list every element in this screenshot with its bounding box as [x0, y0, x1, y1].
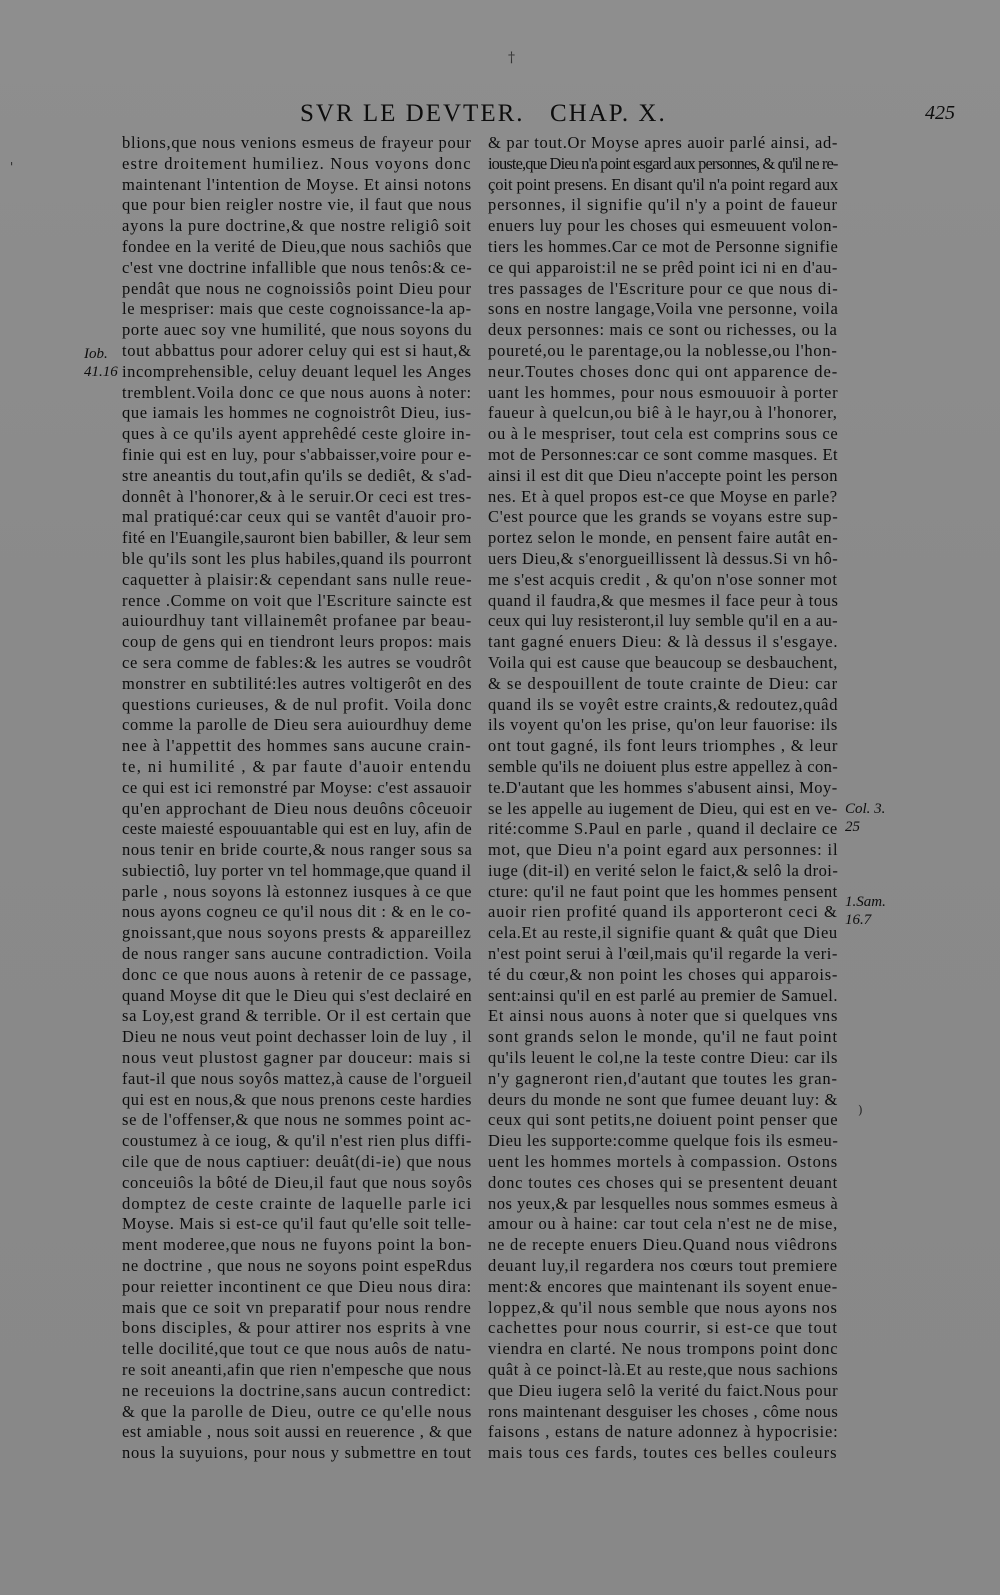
text-line: ou à le mespriser, tout cela est comprins sous ce	[488, 424, 838, 444]
text-line: Dieu les supporte:comme quelque fois ils esmeu-	[488, 1131, 838, 1151]
margin-note-sam-verse: 16.7	[845, 912, 872, 928]
text-line: faueur à quelcun,ou biê à le hayr,ou à l'honorer,	[488, 403, 838, 423]
text-line: & que la parolle de Dieu, outre ce qu'elle nous	[122, 1401, 472, 1421]
text-line: tiers les hommes.Car ce mot de Personne signifie	[488, 236, 838, 256]
text-line: que iamais les hommes ne cognoistrôt Dieu, ius-	[122, 403, 472, 423]
text-line: iuge (dit-il) en verité selon le faict,& selô la droi-	[488, 860, 838, 880]
text-line: auiourdhuy tant villainemêt profanee par beau-	[122, 611, 472, 631]
text-line: ne de recepte enuers Dieu.Quand nous viêdrons	[488, 1235, 838, 1255]
text-line: & se despouillent de toute crainte de Dieu: car	[488, 673, 838, 693]
text-line: semble qu'ils ne doiuent plus estre appellez à con-	[488, 756, 838, 776]
margin-note-col	[845, 800, 885, 836]
text-line: quand il faudra,& que mesmes il face peur à tous	[488, 590, 838, 610]
text-line: quand Moyse dit que le Dieu qui s'est declairé en	[122, 985, 472, 1005]
text-line: tremblent.Voila donc ce que nous auons à noter:	[122, 382, 472, 402]
running-head	[300, 100, 860, 130]
text-line: ment moderee,que nous ne fuyons point la bon-	[122, 1235, 472, 1255]
text-line: ayons la pure doctrine,& que nostre religiô soit	[122, 216, 472, 236]
text-line: ceux qui luy resisteront,il luy semble qu'il en a au-	[488, 611, 838, 631]
right-text-column	[488, 133, 838, 1464]
text-line: qui est en nous,& que nous prenons ceste hardies	[122, 1089, 472, 1109]
margin-note-job-verse: 41.16	[84, 364, 118, 380]
text-line: viendra en clarté. Ne nous trompons point donc	[488, 1339, 838, 1359]
text-line: rité:comme S.Paul en parle , quand il declaire ce	[488, 819, 838, 839]
ink-speck: )	[858, 1103, 863, 1117]
text-line: te.D'autant que les hommes s'abusent ainsi, Moy-	[488, 777, 838, 797]
text-line: & par tout.Or Moyse apres auoir parlé ainsi, ad-	[488, 133, 838, 152]
text-line: cela.Et au reste,il signifie quant & quât que Dieu	[488, 923, 838, 943]
text-line: ainsi il est dit que Dieu n'accepte point les person	[488, 465, 838, 485]
text-line: fondee en la verité de Dieu,que nous sachiôs que	[122, 236, 472, 256]
margin-note-sam	[845, 893, 886, 929]
text-line: ne doctrine , que nous ne soyons point espeRdus	[122, 1256, 472, 1276]
text-line: C'est pource que les grands se voyans estre sup-	[488, 507, 838, 527]
running-head-title: SVR LE DEVTER.	[300, 100, 525, 127]
text-line: me s'est acquis credit , & qu'on n'ose sonner mot	[488, 569, 838, 589]
text-line: uers Dieu,& s'enorgueillissent là dessus.Si vn hô-	[488, 548, 838, 568]
text-line: te, ni humilité , & par faute d'auoir entendu	[122, 756, 472, 776]
text-line: cture: qu'il ne faut point que les hommes pensent	[488, 881, 838, 901]
text-line: faisons , estans de nature adonnez à hypocrisie:	[488, 1422, 838, 1442]
text-line: bons disciples, & pour attirer nos esprits à vne	[122, 1318, 472, 1338]
text-line: se de l'offenser,& que nous ne sommes point ac-	[122, 1110, 472, 1130]
text-line: mais tous ces fards, toutes ces belles couleurs	[488, 1443, 838, 1463]
text-line: parle , nous soyons là estonnez iusques à ce que	[122, 881, 472, 901]
text-line: ce qui apparoist:il ne se prêd point ici ni en d'au-	[488, 257, 838, 277]
text-line: faut-il que nous soyôs mattez,à cause de l'orgueil	[122, 1068, 472, 1088]
text-line: mot de Personnes:car ce sont comme masques. Et	[488, 444, 838, 464]
text-line: enuers luy pour les choses qui esmeuuent volon-	[488, 216, 838, 236]
text-line: amour ou à haine: car tout cela n'est ne de mise,	[488, 1214, 838, 1234]
left-text-column	[122, 133, 472, 1464]
text-line: cachettes pour nous courrir, si est-ce que tout	[488, 1318, 838, 1338]
text-line: portez selon le monde, en pensent faire autât en-	[488, 528, 838, 548]
text-line: uant les hommes, pour nous esmouuoir à porter	[488, 382, 838, 402]
text-line: iouste,que Dieu n'a point esgard aux personnes, & qu'il ne re-	[488, 153, 838, 173]
text-line: n'y gagneront rien,d'autant que toutes les gran-	[488, 1068, 838, 1088]
text-line: sa Loy,est grand & terrible. Or il est certain que	[122, 1006, 472, 1026]
text-line: ne receuions la doctrine,sans aucun contredict:	[122, 1380, 472, 1400]
text-line: le mespriser: mais que ceste cognoissance-la ap-	[122, 299, 472, 319]
margin-note-job	[84, 345, 118, 381]
text-line: ques à ce qu'ils ayent apprehêdé ceste gloire in-	[122, 424, 472, 444]
text-line: mot, que Dieu n'a point egard aux personnes: il	[488, 840, 838, 860]
text-line: que pour bien reigler nostre vie, il faut que nous	[122, 195, 472, 215]
text-line: Voila qui est cause que beaucoup se desbauchent,	[488, 652, 838, 672]
text-line: sent:ainsi qu'il en est parlé au premier de Samuel.	[488, 985, 838, 1005]
text-line: donnêt à l'honorer,& à le seruir.Or ceci est tres-	[122, 486, 472, 506]
text-line: tout abbattus pour adorer celuy qui est si haut,&	[122, 340, 472, 360]
printer-mark: †	[508, 50, 515, 66]
text-line: Moyse. Mais si est-ce qu'il faut qu'elle soit telle-	[122, 1214, 472, 1234]
text-line: cile que de nous captiuer: deuât(di-ie) que nous	[122, 1152, 472, 1172]
text-line: nee à l'appettit des hommes sans aucune crain-	[122, 736, 472, 756]
page-number: 425	[925, 102, 955, 124]
text-line: porte auec soy vne humilité, que nous soyons du	[122, 320, 472, 340]
text-line: coup de gens qui en tiendront leurs propos: mais	[122, 632, 472, 652]
text-line: Dieu ne nous veut point dechasser loin de luy , il	[122, 1027, 472, 1047]
text-line: caquetter à plaisir:& cependant sans nulle reue-	[122, 569, 472, 589]
text-line: nous la suyuions, pour nous y submettre en tout	[122, 1443, 472, 1463]
text-line: gnoissant,que nous soyons prests & appareillez	[122, 923, 472, 943]
text-line: c'est vne doctrine infallible que nous tenôs:& ce-	[122, 257, 472, 277]
text-line: finie qui est en luy, pour s'abbaisser,voire pour e-	[122, 444, 472, 464]
text-line: té du cœur,& non point les choses qui apparois-	[488, 964, 838, 984]
text-line: fité en l'Euangile,sauront bien babiller, & leur sem	[122, 528, 472, 548]
text-line: neur.Toutes choses donc qui ont apparence de-	[488, 361, 838, 381]
text-line: rons maintenant desguiser les choses , côme nous	[488, 1401, 838, 1421]
text-line: comme la parolle de Dieu sera auiourdhuy deme	[122, 715, 472, 735]
text-line: qu'ils leuent le col,ne la teste contre Dieu: car ils	[488, 1048, 838, 1068]
text-line: rence .Comme on voit que l'Escriture saincte est	[122, 590, 472, 610]
text-line: donc toutes ces choses qui se presentent deuant	[488, 1172, 838, 1192]
text-line: monstrer en subtilité:les autres voltigerôt en des	[122, 673, 472, 693]
text-line: ceste maiesté espouuantable qui est en luy, afin de	[122, 819, 472, 839]
text-line: est amiable , nous soit aussi en reuerence , & que	[122, 1422, 472, 1442]
text-line: domptez de ceste crainte de laquelle parle ici	[122, 1193, 472, 1213]
text-line: incomprehensible, celuy deuant lequel les Anges	[122, 361, 472, 381]
text-line: que Dieu iugera selô la verité du faict.Nous pour	[488, 1380, 838, 1400]
text-line: uent les hommes mortels à compassion. Ostons	[488, 1152, 838, 1172]
text-line: ce qui est ici remonstré par Moyse: c'est assauoir	[122, 777, 472, 797]
text-line: nos yeux,& par lesquelles nous sommes esmeus à	[488, 1193, 838, 1213]
text-line: loppez,& qu'il nous semble que nous ayons nos	[488, 1297, 838, 1317]
text-line: telle docilité,que tout ce que nous auôs de natu-	[122, 1339, 472, 1359]
text-line: deux personnes: mais ce sont ou richesses, ou la	[488, 320, 838, 340]
text-line: coustumez à ce ioug, & qu'il n'est rien plus diffi-	[122, 1131, 472, 1151]
text-line: pendât que nous ne cognoissiôs point Dieu pour	[122, 278, 472, 298]
text-line: nes. Et à quel propos est-ce que Moyse en parle?	[488, 486, 838, 506]
text-line: ble qu'ils sont les plus habiles,quand ils pourront	[122, 548, 472, 568]
margin-note-job-book: Iob.	[84, 346, 108, 362]
text-line: ceux qui sont petits,ne doiuent point penser que	[488, 1110, 838, 1130]
text-line: estre droitement humiliez. Nous voyons donc	[122, 153, 472, 173]
text-line: re soit aneanti,afin que rien n'empesche que nous	[122, 1360, 472, 1380]
text-line: subiectiô, luy porter vn tel hommage,que quand il	[122, 860, 472, 880]
running-head-chapter: CHAP. X.	[550, 100, 667, 127]
margin-note-sam-book: 1.Sam.	[845, 894, 886, 910]
text-line: ment:& encores que maintenant ils soyent enue-	[488, 1276, 838, 1296]
text-line: nous ayons cogneu ce qu'il nous dit : & en le co-	[122, 902, 472, 922]
margin-note-col-verse: 25	[845, 819, 860, 835]
text-line: conceuiôs la bôté de Dieu,il faut que nous soyôs	[122, 1172, 472, 1192]
text-line: çoit point presens. En disant qu'il n'a point regard aux	[488, 174, 838, 194]
text-line: sont grands selon le monde, qu'il ne faut point	[488, 1027, 838, 1047]
text-line: maintenant l'intention de Moyse. Et ainsi notons	[122, 174, 472, 194]
text-line: blions,que nous venions esmeus de frayeur pour	[122, 133, 472, 152]
text-line: de nous ranger sans aucune contradiction. Voila	[122, 944, 472, 964]
text-line: Et ainsi nous auons à noter que si quelques vns	[488, 1006, 838, 1026]
text-line: donc ce que nous auons à retenir de ce passage,	[122, 964, 472, 984]
text-line: mal pratiqué:car ceux qui se vantêt d'auoir pro-	[122, 507, 472, 527]
ink-speck: '	[10, 160, 14, 174]
text-line: tant gagné enuers Dieu: & là dessus il s'esgaye.	[488, 632, 838, 652]
text-line: ils voyent qu'on les prise, qu'on leur fauorise: ils	[488, 715, 838, 735]
text-line: n'est point serui à l'œil,mais qu'il regarde la veri-	[488, 944, 838, 964]
text-line: deurs du monde ne sont que fumee deuant luy: &	[488, 1089, 838, 1109]
text-line: stre aneantis du tout,afin qu'ils se dediêt, & s'ad-	[122, 465, 472, 485]
text-line: sons en nostre langage,Voila vne personne, voila	[488, 299, 838, 319]
text-line: pour reietter incontinent ce que Dieu nous dira:	[122, 1276, 472, 1296]
text-line: deuant luy,il regardera nos cœurs tout premiere	[488, 1256, 838, 1276]
text-line: ce sera comme de fables:& les autres se voudrôt	[122, 652, 472, 672]
margin-note-col-book: Col. 3.	[845, 801, 886, 817]
text-line: tres passages de l'Escriture pour ce que nous di-	[488, 278, 838, 298]
text-line: questions curieuses, & de nul profit. Voila donc	[122, 694, 472, 714]
text-line: auoir rien profité quand ils apporteront ceci &	[488, 902, 838, 922]
text-line: se les appelle au iugement de Dieu, qui est en ve-	[488, 798, 838, 818]
text-line: nous tenir en bride courte,& nous ranger sous sa	[122, 840, 472, 860]
text-line: nous veut plustost gagner par douceur: mais si	[122, 1048, 472, 1068]
text-line: mais que ce soit vn preparatif pour nous rendre	[122, 1297, 472, 1317]
text-line: quand ils se voyêt estre craints,& redoutez,quâd	[488, 694, 838, 714]
text-line: qu'en approchant de Dieu nous deuôns côceuoir	[122, 798, 472, 818]
text-line: personnes, il signifie qu'il n'y a point de faueur	[488, 195, 838, 215]
text-line: ont tout gagné, ils font leurs triomphes , & leur	[488, 736, 838, 756]
text-line: quât à ce poinct-là.Et au reste,que nous sachions	[488, 1360, 838, 1380]
text-line: poureté,ou le parentage,ou la noblesse,ou l'hon-	[488, 340, 838, 360]
